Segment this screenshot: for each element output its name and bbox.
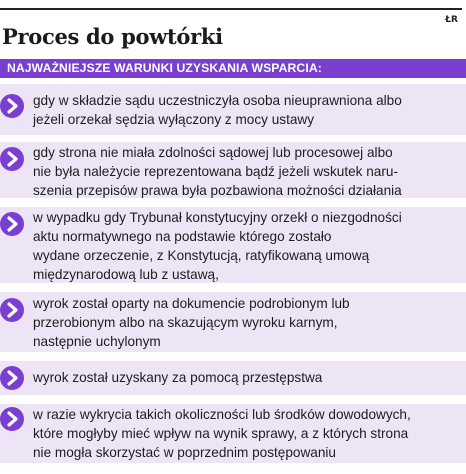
section-banner: NAJWAŻNIEJSZE WARUNKI UZYSKANIA WSPARCIA: (0, 59, 466, 78)
top-rule (0, 8, 462, 10)
source-credit: ŁR (445, 15, 458, 25)
list-item-text: wyrok został oparty na dokumencie podrobionym lub przerobionym albo na skazującym wyroku karnym, następnie uchylonym (33, 296, 350, 349)
list-item-text: gdy strona nie miała zdolności sądowej lub procesowej albo nie była należycie reprezentowana bądź jeżeli wskutek naru- szenia przepisów prawa była pozbawiona możności działania (33, 145, 402, 198)
arrow-right-circle-icon (0, 298, 24, 322)
list-item (0, 361, 466, 395)
list-item (0, 404, 466, 463)
arrow-right-circle-icon (0, 212, 24, 236)
list-item-text: w wypadku gdy Trybunał konstytucyjny orzekł o niezgodności aktu normatywnego na podstawie którego zostało wydane orzeczenie, z Konstytucją, ratyfikowaną umową międzynarodową lub z ustawą, (33, 210, 402, 282)
list-item-text: wyrok został uzyskany za pomocą przestępstwa (33, 370, 323, 385)
list-item (0, 207, 466, 283)
arrow-right-circle-icon (0, 366, 24, 390)
list-item (0, 142, 466, 198)
arrow-right-circle-icon (0, 147, 24, 171)
list-item-text: gdy w składzie sądu uczestniczyła osoba nieuprawniona albo jeżeli orzekał sędzia wyłączony z mocy ustawy (33, 93, 402, 127)
list-item (0, 84, 466, 135)
list-item (0, 292, 466, 352)
arrow-right-circle-icon (0, 407, 24, 431)
page-title: Proces do powtórki (2, 24, 223, 49)
arrow-right-circle-icon (0, 94, 24, 118)
list-item-text: w razie wykrycia takich okoliczności lub środków dowodowych, które mogłyby mieć wpływ na wynik sprawy, a z których strona nie mogła skorzystać w poprzednim postępowaniu (33, 407, 411, 460)
